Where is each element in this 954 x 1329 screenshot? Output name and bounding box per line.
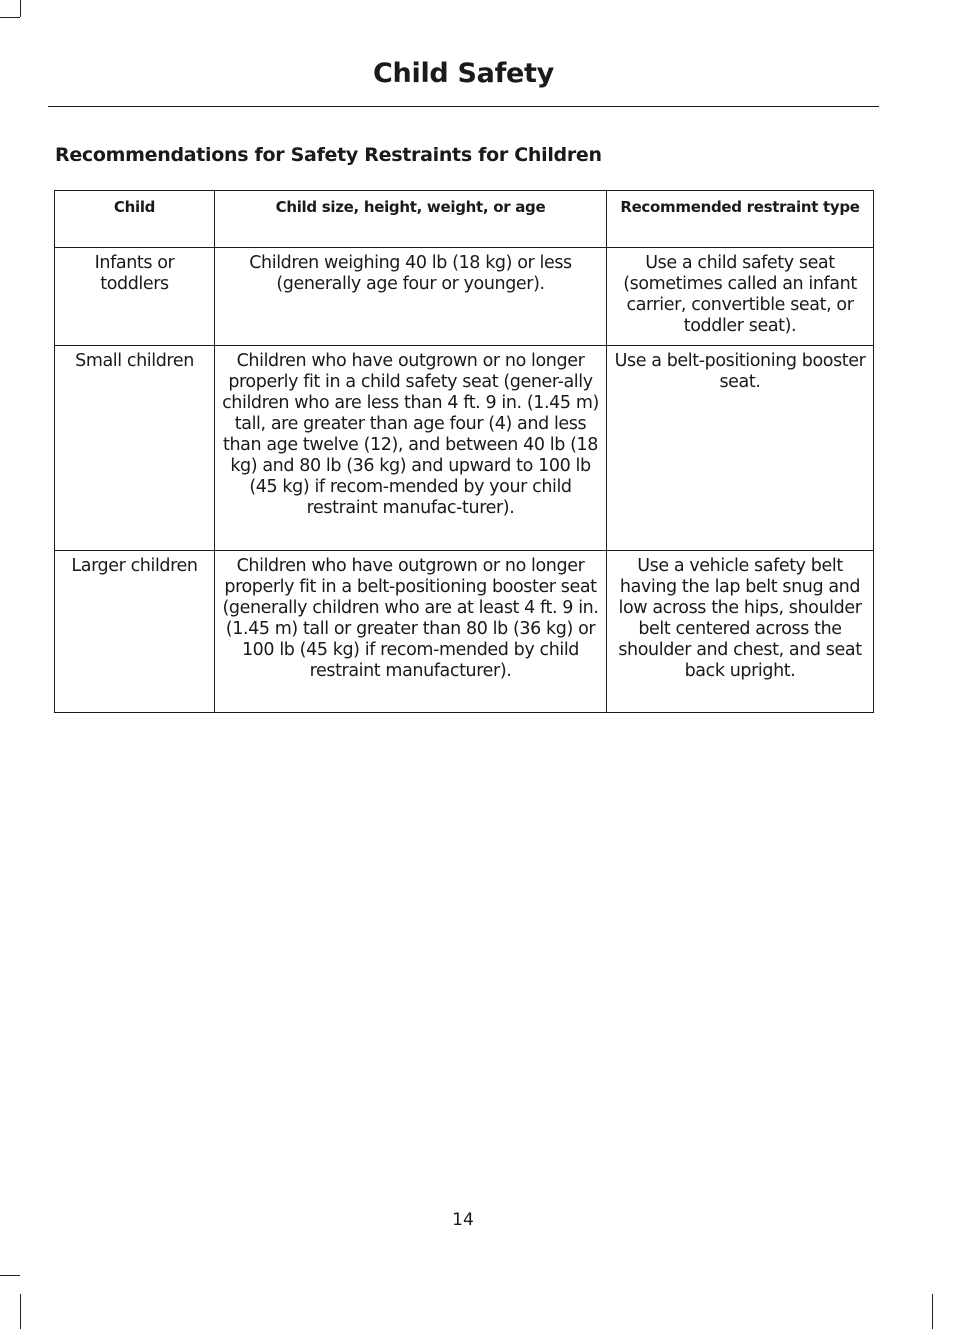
table-row [55,248,874,346]
cell-restraint: Use a belt-positioning booster seat. [607,346,874,551]
section-heading: Recommendations for Safety Restraints for Children [55,144,602,166]
table-row [55,551,874,713]
cell-size: Children weighing 40 lb (18 kg) or less (generally age four or younger). [215,248,607,346]
page-title: Child Safety [373,58,554,89]
column-header-child: Child [55,191,215,248]
cell-size: Children who have outgrown or no longer properly fit in a child safety seat (gener-ally children who are less than 4 ft. 9 in. (1.45 m) tall, are greater than age four (4) and less than age twelve (12), and between 40 lb (18 kg) and 80 lb (36 kg) and upward to 100 lb (45 kg) if recom-mended by your child restraint manufac-turer). [215,346,607,551]
cell-child: Infants or toddlers [55,248,215,346]
page-number: 14 [452,1210,474,1230]
crop-mark-bottom-left-vertical [20,1294,21,1329]
column-header-size: Child size, height, weight, or age [215,191,607,248]
title-divider [48,106,879,107]
table-row [55,346,874,551]
cell-child: Larger children [55,551,215,713]
restraint-recommendations-table [54,190,874,713]
column-header-restraint: Recommended restraint type [607,191,874,248]
cell-size: Children who have outgrown or no longer properly fit in a belt-positioning booster seat (generally children who are at least 4 ft. 9 in. (1.45 m) tall or greater than 80 lb (36 kg) or 100 lb (45 kg) if recom-mended by child restraint manufacturer). [215,551,607,713]
crop-mark-bottom-left-horizontal [0,1275,20,1276]
cell-restraint: Use a vehicle safety belt having the lap belt snug and low across the hips, shoulder belt centered across the shoulder and chest, and seat back upright. [607,551,874,713]
table-header-row [55,191,874,248]
cell-child: Small children [55,346,215,551]
cell-restraint: Use a child safety seat (sometimes called an infant carrier, convertible seat, or toddler seat). [607,248,874,346]
crop-mark-top-left-horizontal [0,17,20,18]
crop-mark-bottom-right-vertical [932,1294,933,1329]
crop-mark-top-left-vertical [20,0,21,17]
